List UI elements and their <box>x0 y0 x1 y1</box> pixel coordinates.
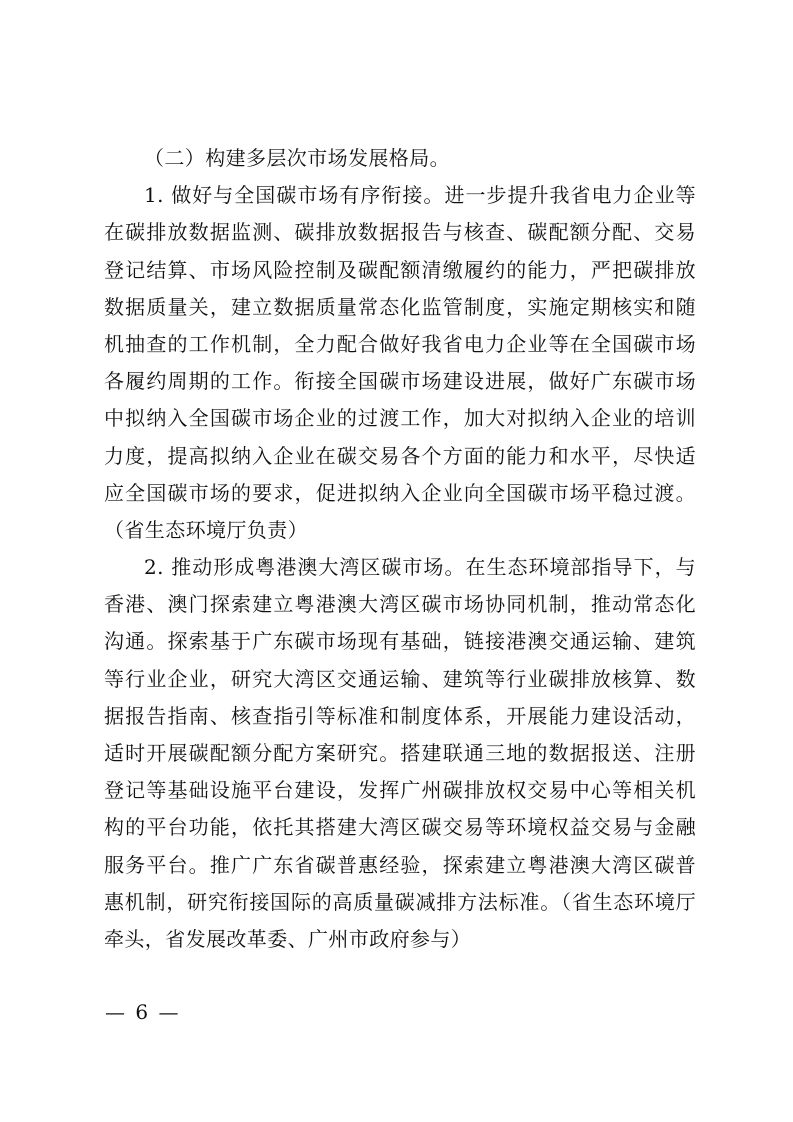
text-line: 2. 推动形成粤港澳大湾区碳市场。在生态环境部指导下，与 <box>144 555 696 580</box>
text-line: （省生态环境厅负责） <box>104 517 308 542</box>
text-line: （二）构建多层次市场发展格局。 <box>144 146 450 170</box>
text-line: 服务平台。推广广东省碳普惠经验，探索建立粤港澳大湾区碳普 <box>104 852 696 877</box>
text-line: 中拟纳入全国碳市场企业的过渡工作，加大对拟纳入企业的培训 <box>104 406 696 431</box>
text-line: 力度，提高拟纳入企业在碳交易各个方面的能力和水平，尽快适 <box>104 443 696 468</box>
text-line: 适时开展碳配额分配方案研究。搭建联通三地的数据报送、注册 <box>104 741 696 765</box>
text-line: 牵头，省发展改革委、广州市政府参与） <box>104 926 472 951</box>
text-line: 在碳排放数据监测、碳排放数据报告与核查、碳配额分配、交易 <box>104 220 696 245</box>
text-line: 沟通。探索基于广东碳市场现有基础，链接港澳交通运输、建筑 <box>104 629 696 654</box>
body-text <box>104 140 696 958</box>
text-line: 登记等基础设施平台建设，发挥广州碳排放权交易中心等相关机 <box>104 778 696 803</box>
text-line: 1. 做好与全国碳市场有序衔接。进一步提升我省电力企业等 <box>144 183 696 208</box>
text-line: 登记结算、市场风险控制及碳配额清缴履约的能力，严把碳排放 <box>104 257 696 282</box>
text-line: 应全国碳市场的要求，促进拟纳入企业向全国碳市场平稳过渡。 <box>104 480 696 505</box>
text-line: 各履约周期的工作。衔接全国碳市场建设进展，做好广东碳市场 <box>104 369 696 394</box>
text-line: 机抽查的工作机制，全力配合做好我省电力企业等在全国碳市场 <box>104 331 696 356</box>
text-line: 惠机制，研究衔接国际的高质量碳减排方法标准。（省生态环境厅 <box>104 889 696 914</box>
text-line: 数据质量关，建立数据质量常态化监管制度，实施定期核实和随 <box>104 294 696 319</box>
text-line: 香港、澳门探索建立粤港澳大湾区碳市场协同机制，推动常态化 <box>104 592 696 617</box>
text-line: 等行业企业，研究大湾区交通运输、建筑等行业碳排放核算、数 <box>104 666 696 691</box>
page-number: — 6 — <box>105 1000 181 1024</box>
text-line: 据报告指南、核查指引等标准和制度体系，开展能力建设活动， <box>104 703 696 728</box>
text-line: 构的平台功能，依托其搭建大湾区碳交易等环境权益交易与金融 <box>104 815 696 840</box>
